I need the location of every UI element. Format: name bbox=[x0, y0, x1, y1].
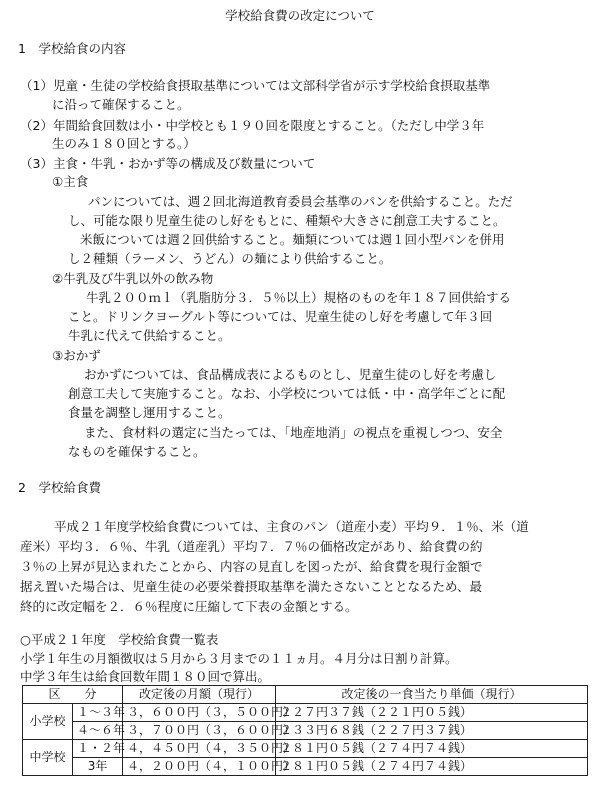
school-type-cell: 中学校 bbox=[23, 740, 73, 776]
section-1-line: 食量を調整し運用すること。 bbox=[68, 405, 231, 420]
table-row bbox=[23, 704, 588, 722]
monthly-fee-cell: ３，６００円（３，５００円） bbox=[123, 704, 276, 722]
section-1-line: 牛乳に代えて供給すること。 bbox=[68, 328, 231, 343]
header-unit-price: 改定後の一食当たり単価（現行） bbox=[276, 686, 588, 704]
table-row bbox=[23, 740, 588, 758]
school-lunch-fee-table bbox=[22, 685, 588, 776]
page-title: 学校給食費の改定について bbox=[225, 8, 375, 23]
section-1-line: なものを確保すること。 bbox=[68, 444, 206, 459]
section-1-line: ①主食 bbox=[52, 174, 89, 189]
section-1-line: （2）年間給食回数は小・中学校とも１９０回を限度とすること。（ただし中学３年 bbox=[20, 118, 485, 133]
grade-cell: ４～６年 bbox=[73, 722, 123, 740]
monthly-fee-cell: ４，４５０円（４，３５０円） bbox=[123, 740, 276, 758]
section-1-line: し、可能な限り児童生徒のし好をもとに、種類や大きさに創意工夫すること。 bbox=[68, 213, 506, 228]
section-1-line: ②牛乳及び牛乳以外の飲み物 bbox=[52, 271, 214, 286]
section-2-line: 終的に改定幅を２．６％程度に圧縮して下表の金額とする。 bbox=[20, 599, 358, 614]
table-row bbox=[23, 758, 588, 776]
section-2-line: 据え置いた場合は、児童生徒の必要栄養摂取基準を満たさないこととなるため、最 bbox=[20, 579, 483, 594]
unit-price-cell: ２２７円３７銭（２２１円０５銭） bbox=[276, 704, 588, 722]
table-row bbox=[23, 722, 588, 740]
monthly-fee-cell: ３，７００円（３，６００円） bbox=[123, 722, 276, 740]
header-category: 区 分 bbox=[23, 686, 123, 704]
grade-cell: １・２年 bbox=[73, 740, 123, 758]
unit-price-cell: ２８１円０５銭（２７４円７４銭） bbox=[276, 740, 588, 758]
section-2-heading: 2 学校給食費 bbox=[18, 480, 101, 495]
section-1-line: （3）主食・牛乳・おかず等の構成及び数量について bbox=[20, 156, 316, 171]
unit-price-cell: ２８１円０５銭（２７４円７４銭） bbox=[276, 758, 588, 776]
table-note: 中学３年生は給食回数年間１８０回で算出。 bbox=[20, 669, 271, 684]
section-1-line: ③おかず bbox=[52, 348, 101, 363]
section-2-line: ３％の上昇が見込まれたことから、内容の見直しを図ったが、給食費を現行金額で bbox=[20, 559, 483, 574]
grade-cell: １～３年 bbox=[73, 704, 123, 722]
table-note: 小学１年生の月額徴収は５月から３月までの１１ヵ月。４月分は日割り計算。 bbox=[20, 651, 458, 666]
school-type-cell: 小学校 bbox=[23, 704, 73, 740]
section-2-line: 平成２１年度学校給食費については、主食のパン（道産小麦）平均９．１％、米（道 bbox=[54, 519, 529, 534]
unit-price-cell: ２３３円６８銭（２２７円３７銭） bbox=[276, 722, 588, 740]
grade-cell: 3年 bbox=[73, 758, 123, 776]
section-1-line: 創意工夫して実施すること。なお、小学校については低・中・高学年ごとに配 bbox=[68, 386, 506, 401]
section-1-line: こと。ドリンクヨーグルト等については、児童生徒のし好を考慮して年３回 bbox=[68, 309, 493, 324]
section-2-line: 産米）平均３．６％、牛乳（道産乳）平均７．７％の価格改定があり、給食費の約 bbox=[20, 539, 483, 554]
section-1-line: パンについては、週２回北海道教育委員会基準のパンを供給すること。ただ bbox=[88, 194, 513, 209]
section-1-heading: 1 学校給食の内容 bbox=[18, 41, 126, 56]
header-monthly-fee: 改定後の月額（現行） bbox=[123, 686, 276, 704]
monthly-fee-cell: ４，２００円（４，１００円） bbox=[123, 758, 276, 776]
section-1-line: 米飯については週２回供給すること。麺類については週１回小型パンを併用 bbox=[80, 232, 505, 247]
table-title: ○平成２１年度 学校給食費一覧表 bbox=[20, 632, 219, 647]
section-1-line: 生のみ１８０回とする。） bbox=[52, 136, 196, 151]
section-1-line: （1）児童・生徒の学校給食摂取基準については文部科学省が示す学校給食摂取基準 bbox=[20, 78, 491, 93]
section-1-line: おかずについては、食品構成表によるものとし、児童生徒のし好を考慮し bbox=[84, 367, 497, 382]
table-header-row bbox=[23, 686, 588, 704]
section-1-line: また、食材料の選定に当たっては、「地産地消」の視点を重視しつつ、安全 bbox=[84, 425, 503, 440]
section-1-line: に沿って確保すること。 bbox=[52, 97, 190, 112]
section-1-line: 牛乳２００ｍｌ（乳脂肪分３．５％以上）規格のものを年１８７回供給する bbox=[86, 290, 512, 305]
section-1-line: し２種類（ラーメン、うどん）の麺により供給すること。 bbox=[68, 251, 392, 266]
